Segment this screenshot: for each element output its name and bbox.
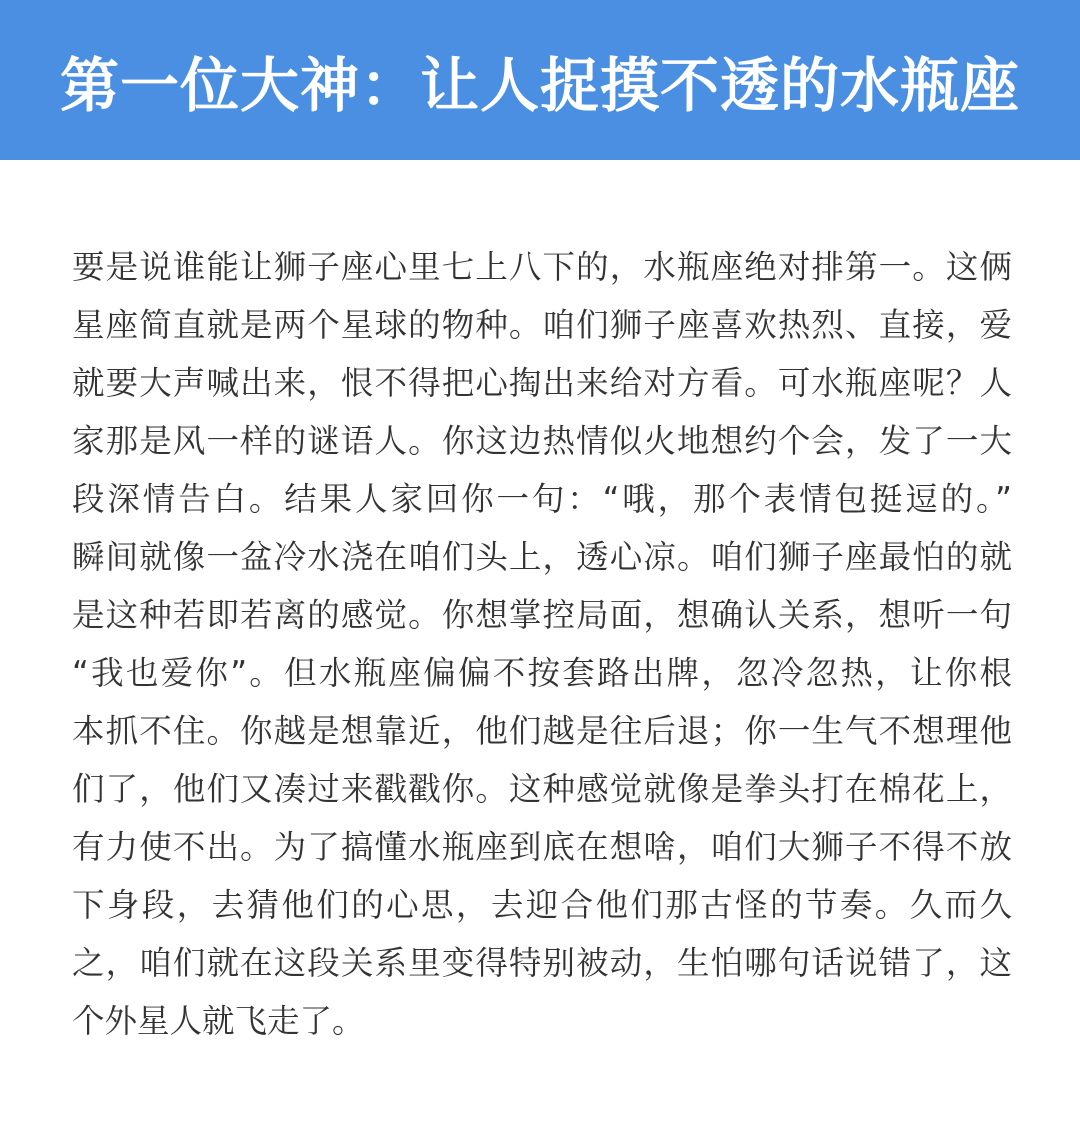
paragraph-line: 下身段，去猜他们的心思，去迎合他们那古怪的节奏。久而久	[72, 886, 1012, 924]
paragraph-line: 们了，他们又凑过来戳戳你。这种感觉就像是拳头打在棉花上，	[72, 770, 1012, 808]
paragraph-line: 个外星人就飞走了。	[72, 1002, 365, 1040]
paragraph-line: 有力使不出。为了搞懂水瓶座到底在想啥，咱们大狮子不得不放	[72, 828, 1012, 866]
paragraph-line: 是这种若即若离的感觉。你想掌控局面，想确认关系，想听一句	[72, 596, 1012, 634]
paragraph-line: 家那是风一样的谜语人。你这边热情似火地想约个会，发了一大	[72, 422, 1012, 460]
paragraph-line: “我也爱你”。但水瓶座偏偏不按套路出牌，忽冷忽热，让你根	[72, 654, 1012, 692]
title-banner	[0, 0, 1080, 160]
paragraph-line: 星座简直就是两个星球的物种。咱们狮子座喜欢热烈、直接，爱	[72, 306, 1012, 344]
paragraph-line: 要是说谁能让狮子座心里七上八下的，水瓶座绝对排第一。这俩	[72, 248, 1012, 286]
article-body	[72, 238, 1012, 1050]
paragraph-line: 就要大声喊出来，恨不得把心掏出来给对方看。可水瓶座呢？人	[72, 364, 1012, 402]
paragraph-line: 瞬间就像一盆冷水浇在咱们头上，透心凉。咱们狮子座最怕的就	[72, 538, 1012, 576]
paragraph-line: 本抓不住。你越是想靠近，他们越是往后退；你一生气不想理他	[72, 712, 1012, 750]
page-title: 第一位大神：让人捉摸不透的水瓶座	[59, 50, 1020, 120]
paragraph-line: 段深情告白。结果人家回你一句：“哦，那个表情包挺逗的。”	[72, 480, 1012, 518]
paragraph-line: 之，咱们就在这段关系里变得特别被动，生怕哪句话说错了，这	[72, 944, 1012, 982]
